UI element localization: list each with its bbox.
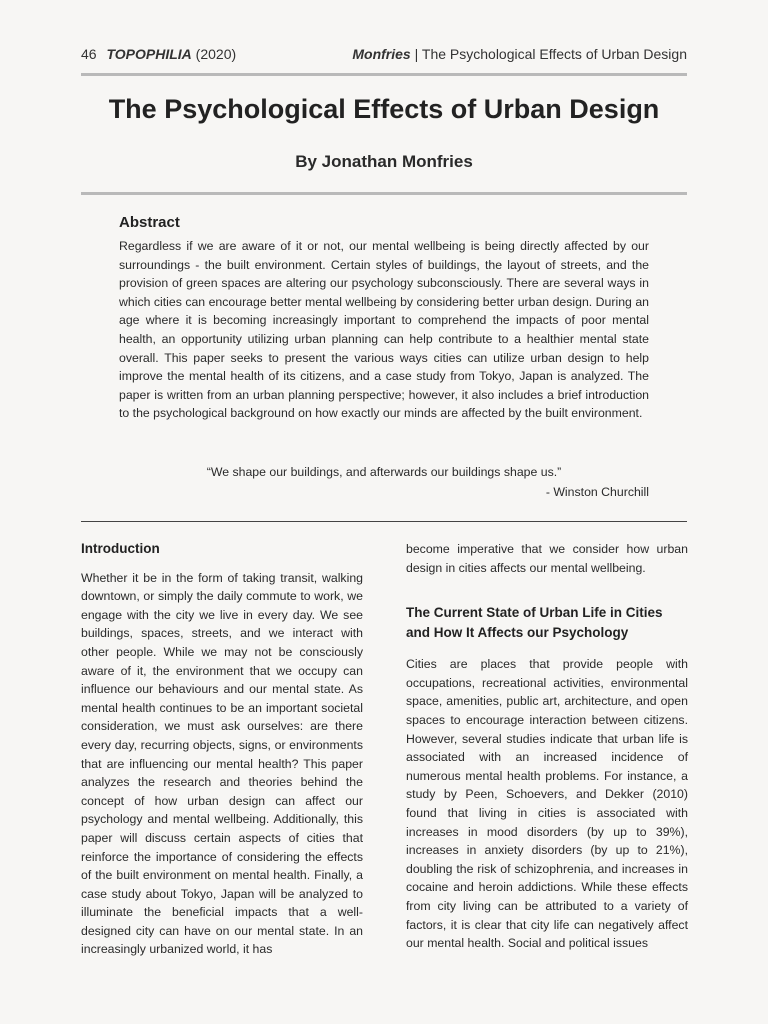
section-text: Cities are places that provide people with occupations, recreational activities, environmental space, amenities, public art, architecture, and open spaces to encourage interaction between citizens. However, several studies indicate that urban life is associated with an increased incidence of numerous mental health problems. For instance, a study by Peen, Schoevers, and Dekker (2010) found that living in cities is associated with increases in mood disorders (by up to 39%), increases in anxiety disorders (by up to 21%), doubling the risk of schizophrenia, and increases in cocaine and heroin addictions. While these effects from city living can be attributed to a variety of factors, it is clear that city life can negatively affect our mental health. Social and political issues: [406, 657, 688, 951]
section-heading-line1: The Current State of Urban Life in Cities: [406, 605, 663, 621]
abstract-text: Regardless if we are aware of it or not, our mental wellbeing is being directly affected by our surroundings - the built environment. Certain styles of buildings, the layout of streets, and the provision of green spaces are altering our psychology subconsciously. There are several ways in which cities can encourage better mental wellbeing by considering better urban design. During an age where it is becoming increasingly important to comprehend the impacts of poor mental health, an opportunity utilizing urban planning can help contribute to a healthier mental state overall. This paper seeks to present the various ways cities can utilize urban design to help improve the mental health of its citizens, and a case study from Tokyo, Japan is analyzed. The paper is written from an urban planning perspective; however, it also includes a brief introduction to the psychological background on how exactly our minds are affected by the built environment.: [119, 239, 649, 421]
header-author: Monfries: [352, 46, 411, 62]
introduction-heading: Introduction: [81, 541, 160, 556]
introduction-continuation: become imperative that we consider how urban design in cities affects our mental wellbeing.: [406, 542, 688, 575]
title-rule: [81, 192, 687, 195]
section-divider: [81, 521, 687, 522]
running-header: [81, 44, 687, 64]
journal-year: (2020): [195, 46, 237, 62]
epigraph: [119, 462, 649, 502]
right-column: [406, 540, 688, 953]
abstract-section: [119, 214, 649, 423]
header-left: [81, 46, 236, 62]
journal-name: TOPOPHILIA: [106, 46, 192, 62]
section-current-state: [406, 603, 688, 953]
byline: By Jonathan Monfries: [295, 152, 473, 171]
paper-title: The Psychological Effects of Urban Design: [108, 94, 660, 124]
introduction-text: Whether it be in the form of taking transit, walking downtown, or simply the daily commute to work, we engage with the city we live in every day. We see buildings, spaces, streets, and we interact with other people. While we may not be consciously aware of it, the environment that we occupy can influence our behaviours and our mental state. As mental health continues to be an important societal consideration, we must ask ourselves: are there every day, recurring objects, signs, or environments that are influencing our mental health? This paper analyzes the research and theories behind the concept of how urban design can affect our psychology and mental wellbeing. Additionally, this paper will discuss certain aspects of cities that reinforce the importance of considering the effects of the built environment on mental health. Finally, a case study about Tokyo, Japan will be analyzed to illuminate the beneficial impacts that a well-designed city can have on our mental state. In an increasingly urbanized world, it has: [81, 570, 363, 957]
header-separator: |: [414, 46, 419, 62]
abstract-heading: Abstract: [119, 214, 180, 231]
section-heading: [406, 603, 688, 643]
header-right: [352, 46, 687, 62]
header-running-title: The Psychological Effects of Urban Design: [421, 46, 687, 62]
left-column: [81, 540, 363, 959]
epigraph-attribution: - Winston Churchill: [545, 485, 649, 499]
page-number: 46: [81, 46, 97, 62]
epigraph-quote: “We shape our buildings, and afterwards our buildings shape us.”: [206, 465, 562, 479]
header-rule: [81, 73, 687, 76]
section-heading-line2: and How It Affects our Psychology: [406, 625, 629, 641]
